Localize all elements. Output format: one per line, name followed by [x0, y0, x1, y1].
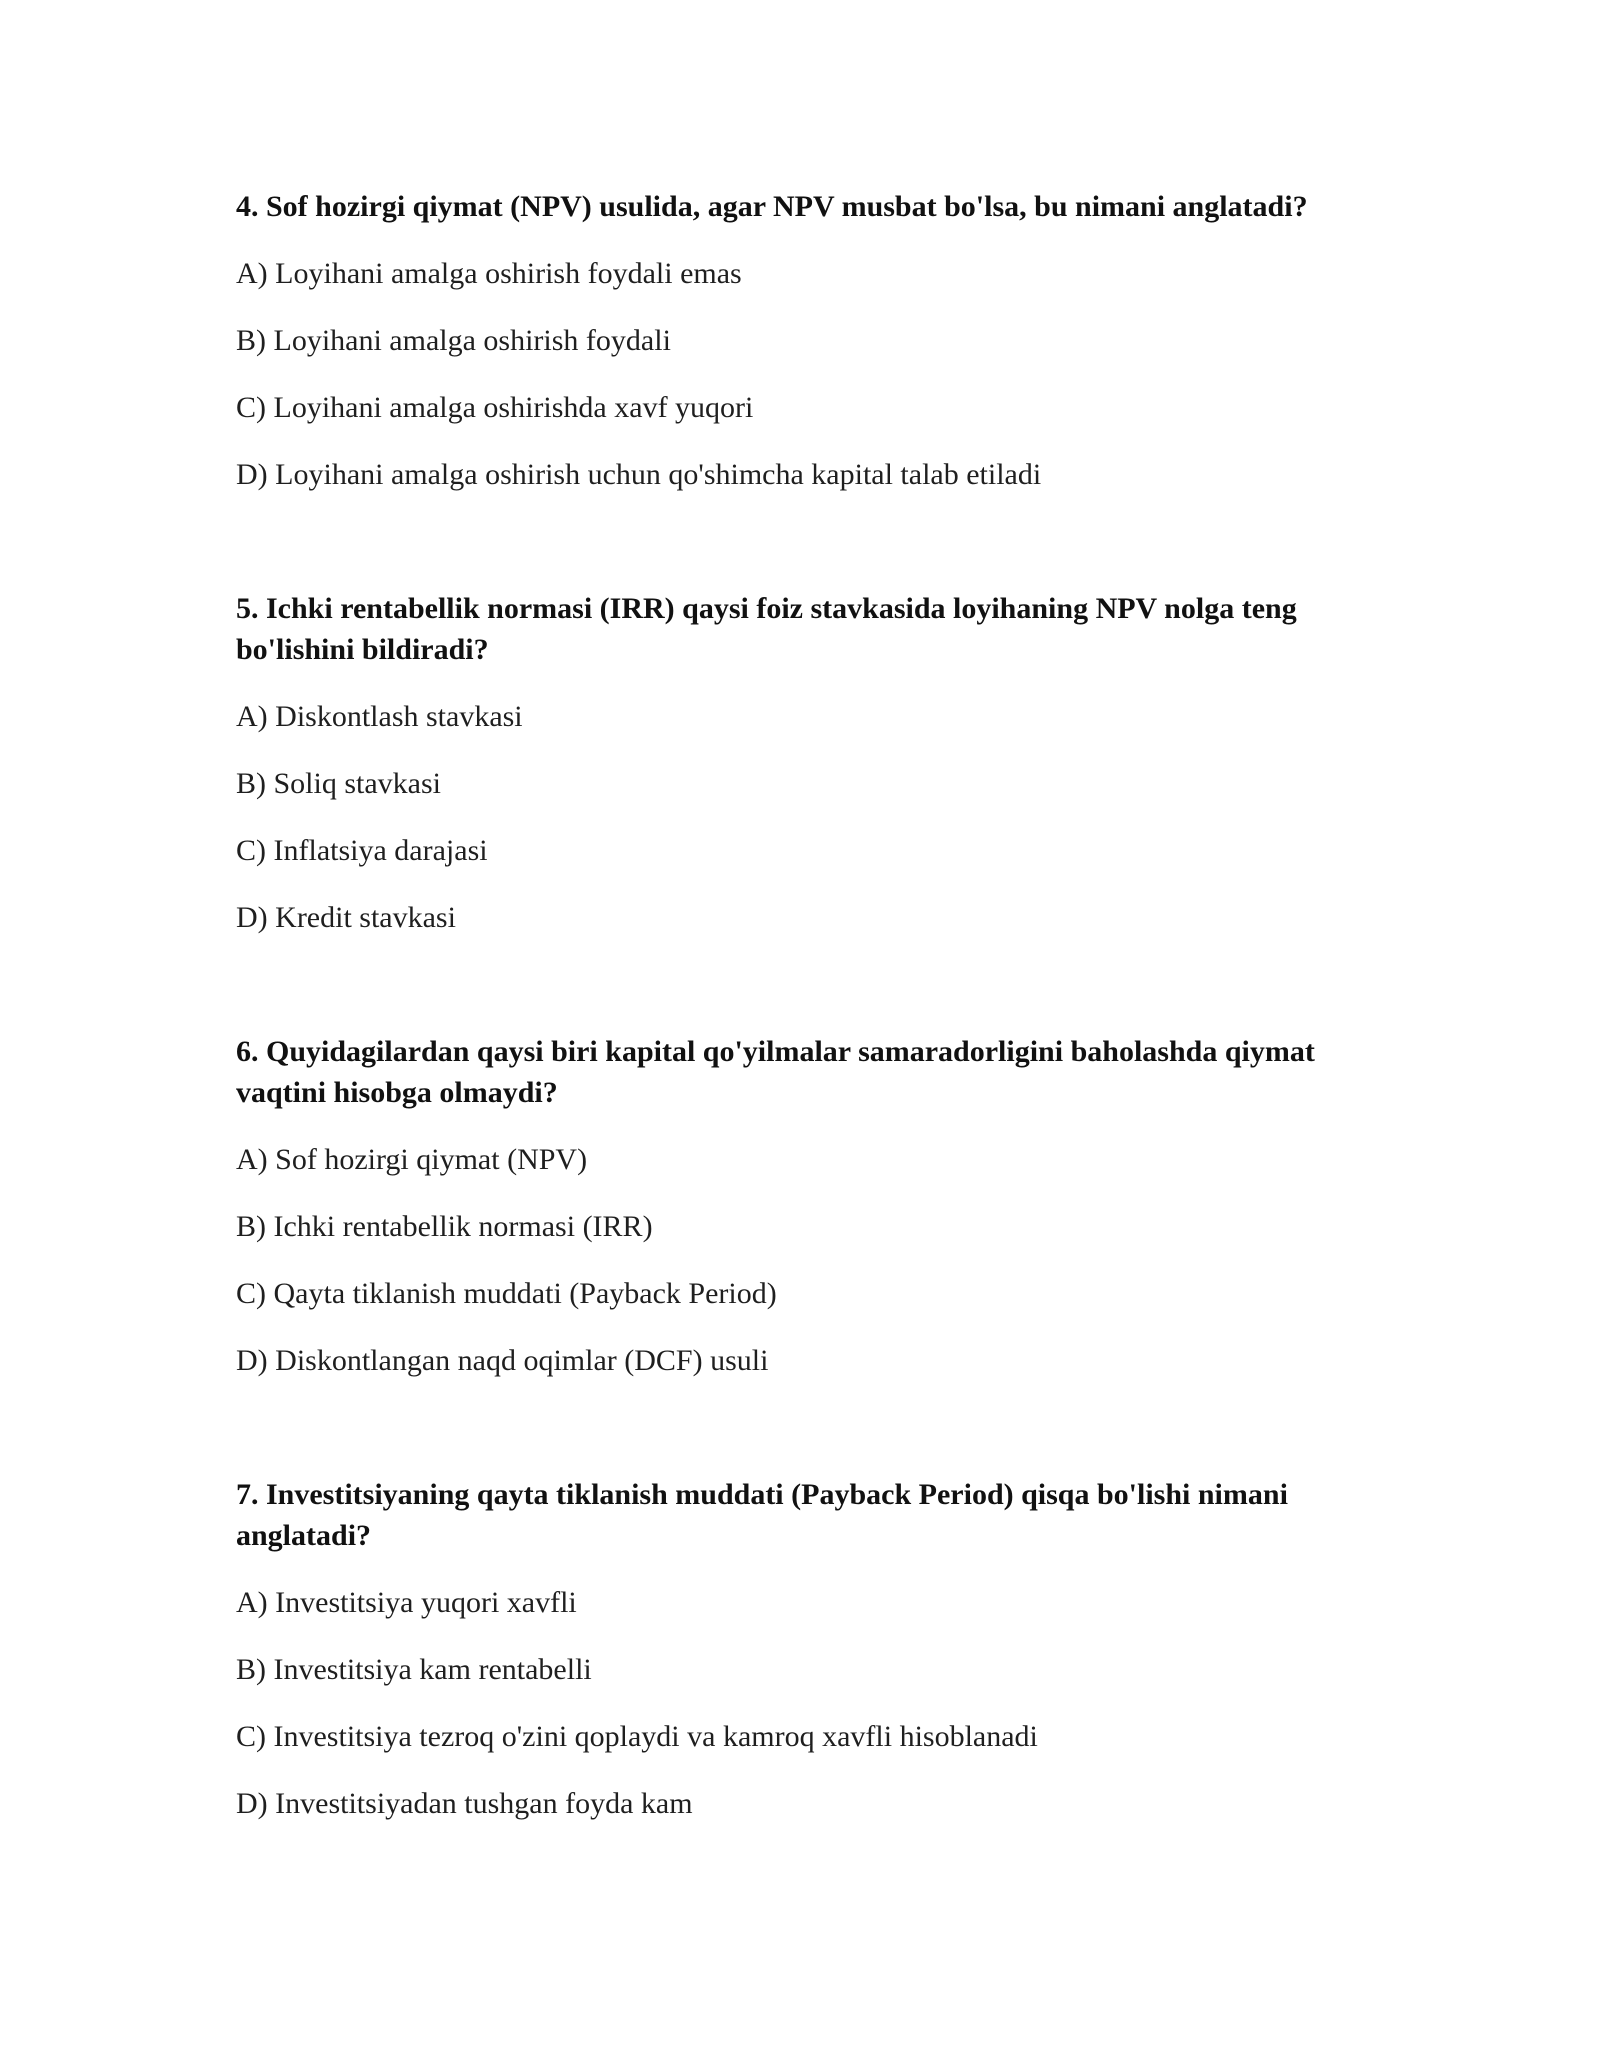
option-b: B) Loyihani amalga oshirish foydali — [236, 324, 671, 357]
question-6 — [236, 1031, 1386, 1377]
option-a: A) Sof hozirgi qiymat (NPV) — [236, 1143, 588, 1176]
option-b: B) Soliq stavkasi — [236, 767, 442, 800]
option-c: C) Investitsiya tezroq o'zini qoplaydi va kamroq xavfli hisoblanadi — [236, 1720, 1038, 1753]
option-a: A) Loyihani amalga oshirish foydali emas — [236, 257, 742, 290]
question-title: 5. Ichki rentabellik normasi (IRR) qaysi foiz stavkasida loyihaning NPV nolga teng bo'lishini bildiradi? — [236, 592, 1297, 666]
question-title: 6. Quyidagilardan qaysi biri kapital qo'yilmalar samaradorligini baholashda qiymat vaqtini hisobga olmaydi? — [236, 1035, 1315, 1109]
option-d: D) Diskontlangan naqd oqimlar (DCF) usuli — [236, 1344, 769, 1377]
option-d: D) Investitsiyadan tushgan foyda kam — [236, 1787, 693, 1820]
option-c: C) Loyihani amalga oshirishda xavf yuqori — [236, 391, 754, 424]
question-4 — [236, 186, 1386, 491]
question-5 — [236, 588, 1386, 934]
question-title: 7. Investitsiyaning qayta tiklanish muddati (Payback Period) qisqa bo'lishi nimani anglatadi? — [236, 1478, 1288, 1552]
option-d: D) Loyihani amalga oshirish uchun qo'shimcha kapital talab etiladi — [236, 458, 1042, 491]
option-a: A) Diskontlash stavkasi — [236, 700, 523, 733]
question-7 — [236, 1474, 1386, 1820]
option-d: D) Kredit stavkasi — [236, 901, 456, 934]
option-a: A) Investitsiya yuqori xavfli — [236, 1586, 577, 1619]
question-title: 4. Sof hozirgi qiymat (NPV) usulida, agar NPV musbat bo'lsa, bu nimani anglatadi? — [236, 190, 1308, 223]
option-b: B) Ichki rentabellik normasi (IRR) — [236, 1210, 653, 1243]
option-c: C) Qayta tiklanish muddati (Payback Period) — [236, 1277, 777, 1310]
option-b: B) Investitsiya kam rentabelli — [236, 1653, 592, 1686]
option-c: C) Inflatsiya darajasi — [236, 834, 488, 867]
